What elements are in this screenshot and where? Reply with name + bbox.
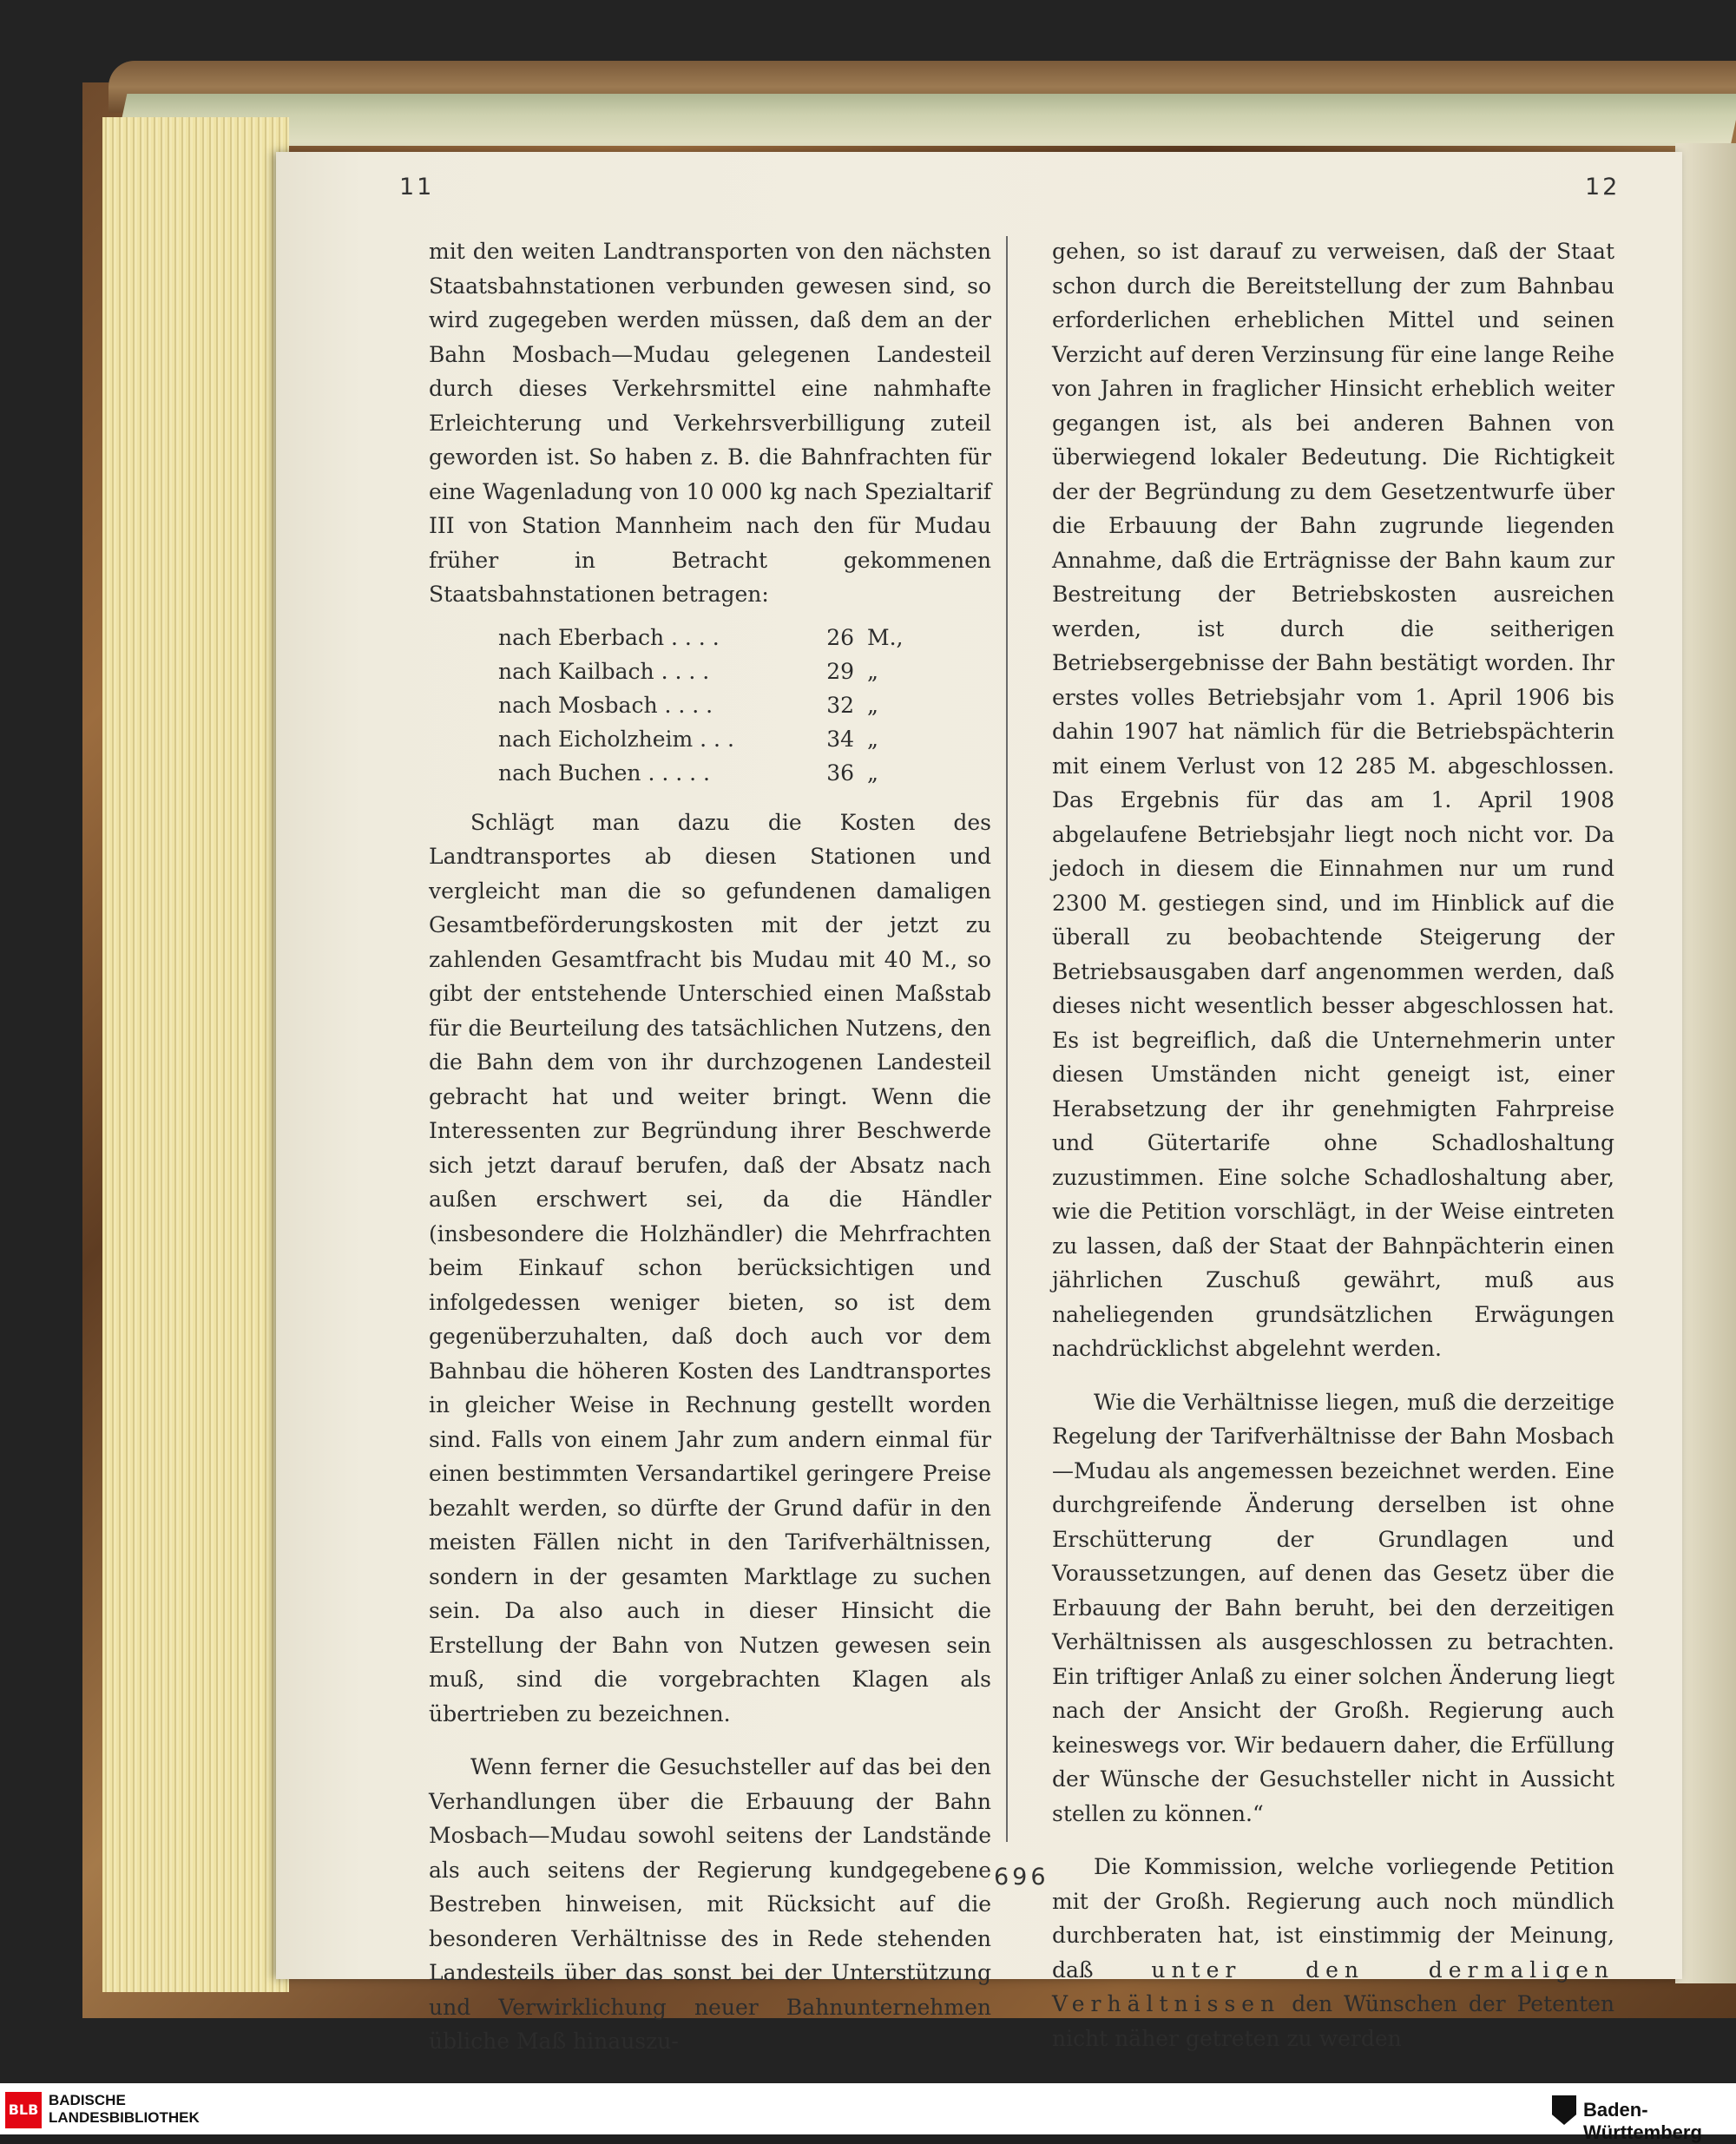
blb-logo-icon[interactable]: BLB — [5, 2092, 42, 2128]
state-label[interactable]: Baden-Württemberg — [1583, 2099, 1702, 2143]
fare-table — [498, 621, 991, 790]
column-number-right: 12 — [1585, 174, 1621, 201]
right-column — [1052, 234, 1614, 2055]
paragraph: Die Kommission, welche vorliegende Petition mit der Großh. Regierung auch noch mündlich durchberaten hat, ist einstimmig der Meinung, daß unter den dermaligen Verhältnissen den Wünschen der Petenten nicht näher getreten zu werden — [1052, 1854, 1614, 2051]
fare-row: nach Kailbach . . . . 29 „ — [498, 658, 878, 684]
library-name: BADISCHE LANDESBIBLIOTHEK — [49, 2092, 200, 2126]
paragraph: gehen, so ist darauf zu verweisen, daß der Staat schon durch die Bereitstellung der zum Bahnbau erforderlichen erheblichen Mittel und seinen Verzicht auf deren Verzinsung für eine lange Reihe von Jahren in fraglicher Hinsicht erheblich weiter gegangen ist, als bei anderen Bahnen von überwiegend lokaler Bedeutung. Die Richtigkeit der der Begründung zu dem Gesetzentwurfe über die Erbauung der Bahn zugrunde liegenden Annahme, daß die Erträgnisse der Bahn kaum zur Bestreitung der Betriebskosten ausreichen werden, ist durch die seitherigen Betriebsergebnisse der Bahn bestätigt worden. Ihr erstes volles Betriebsjahr vom 1. April 1906 bis dahin 1907 hat nämlich für die Betriebspächterin mit einem Verlust von 12 285 M. abgeschlossen. Das Ergebnis für das am 1. April 1908 abgelaufene Betriebsjahr liegt noch nicht vor. Da jedoch in diesem die Einnahmen nur um rund 2300 M. gestiegen sind, und im Hinblick auf die überall zu beobachtende Steigerung der Betriebsausgaben darf angenommen werden, daß dieses nicht wesentlich besser abgeschlossen hat. Es ist begreiflich, daß die Unternehmerin unter diesen Umständen nicht geneigt ist, einer Herabsetzung der ihr genehmigten Fahrpreise und Gütertarife ohne Schadloshaltung zuzustimmen. Eine solche Schadloshaltung aber, wie die Petition vorschlägt, in der Weise eintreten zu lassen, daß der Staat der Bahnpächterin einen jährlichen Zuschuß gewährt, muß aus naheliegenden grundsätzlichen Erwägungen nachdrücklichst abgelehnt werden. — [1052, 239, 1614, 1361]
viewer-footer — [0, 2083, 1736, 2143]
spaced-emphasis: unter den dermaligen Verhältnissen — [1052, 1957, 1614, 2016]
page-folio: 696 — [994, 1864, 1049, 1891]
column-rule — [1006, 236, 1008, 1842]
paragraph: Schlägt man dazu die Kosten des Landtransportes ab diesen Stationen und vergleicht man die so gefundenen damaligen Gesamtbeförderungskosten mit der jetzt zu zahlenden Gesamtfracht bis Mudau mit 40 M., so gibt der entstehende Unterschied einen Maßstab für die Beurteilung des tatsächlichen Nutzens, den die Bahn dem von ihr durchzogenen Landesteil gebracht hat und weiter bringt. Wenn die Interessenten zur Begründung ihrer Beschwerde sich jetzt darauf berufen, daß der Absatz nach außen erschwert sei, da die Händler (insbesondere die Holzhändler) die Mehrfrachten beim Einkauf schon berücksichtigen und infolgedessen weniger bieten, so ist dem gegenüberzuhalten, daß doch auch vor dem Bahnbau die höheren Kosten des Landtransportes in gleicher Weise in Rechnung gestellt worden sind. Falls von einem Jahr zum andern einmal für einen bestimmten Versandartikel geringere Preise bezahlt werden, so dürfte der Grund dafür in den meisten Fällen nicht in den Tarifverhältnissen, sondern in der gesamten Marktlage zu suchen sein. Da also auch in dieser Hinsicht die Erstellung der Bahn von Nutzen gewesen sein muß, sind die vorgebrachten Klagen als übertrieben zu bezeichnen. — [429, 809, 991, 1726]
page-block-side — [102, 117, 289, 1992]
paragraph: mit den weiten Landtransporten von den nächsten Staatsbahnstationen verbunden gewesen sind, so wird zugegeben werden müssen, daß dem an der Bahn Mosbach—Mudau gelegenen Landesteil durch dieses Verkehrsmittel eine nahmhafte Erleichterung und Verkehrsverbilligung zuteil geworden ist. So haben z. B. die Bahnfrachten für eine Wagenladung von 10 000 kg nach Spezialtarif III von Station Mannheim nach den für Mudau früher in Betracht gekommenen Staatsbahnstationen betragen: — [429, 239, 991, 607]
page-block-top — [116, 94, 1736, 146]
fare-row: nach Mosbach . . . . 32 „ — [498, 692, 878, 718]
fare-row: nach Eicholzheim . . . 34 „ — [498, 726, 878, 752]
bw-coat-of-arms-icon — [1552, 2095, 1576, 2125]
column-number-left: 11 — [399, 174, 435, 201]
fare-row: nach Eberbach . . . . 26 M., — [498, 624, 904, 650]
paragraph: Wenn ferner die Gesuchsteller auf das bei den Verhandlungen über die Erbauung der Bahn Mosbach—Mudau sowohl seitens der Landstände als auch seitens der Regierung kundgegebene Bestreben hinweisen, mit Rücksicht auf die besonderen Verhältnisse des in Rede stehenden Landesteils über das sonst bei der Unterstützung und Verwirklichung neuer Bahnunternehmen übliche Maß hinauszu- — [429, 1754, 991, 2054]
left-column — [429, 234, 991, 2059]
next-page-edge — [1675, 143, 1736, 1983]
paragraph: Wie die Verhältnisse liegen, muß die derzeitige Regelung der Tarifverhältnisse der Bahn Mosbach —Mudau als angemessen bezeichnet werden. Eine durchgreifende Änderung derselben ist ohne Erschütterung der Grundlagen und Voraussetzungen, auf denen das Gesetz über die Erbauung der Bahn beruht, bei den derzeitigen Verhältnissen als ausgeschlossen zu betrachten. Ein triftiger Anlaß zu einer solchen Änderung liegt nach der Ansicht der Großh. Regierung auch keineswegs vor. Wir bedauern daher, die Erfüllung der Wünsche der Gesuchsteller nicht in Aussicht stellen zu können.“ — [1052, 1389, 1614, 1826]
fare-row: nach Buchen . . . . . 36 „ — [498, 760, 878, 786]
